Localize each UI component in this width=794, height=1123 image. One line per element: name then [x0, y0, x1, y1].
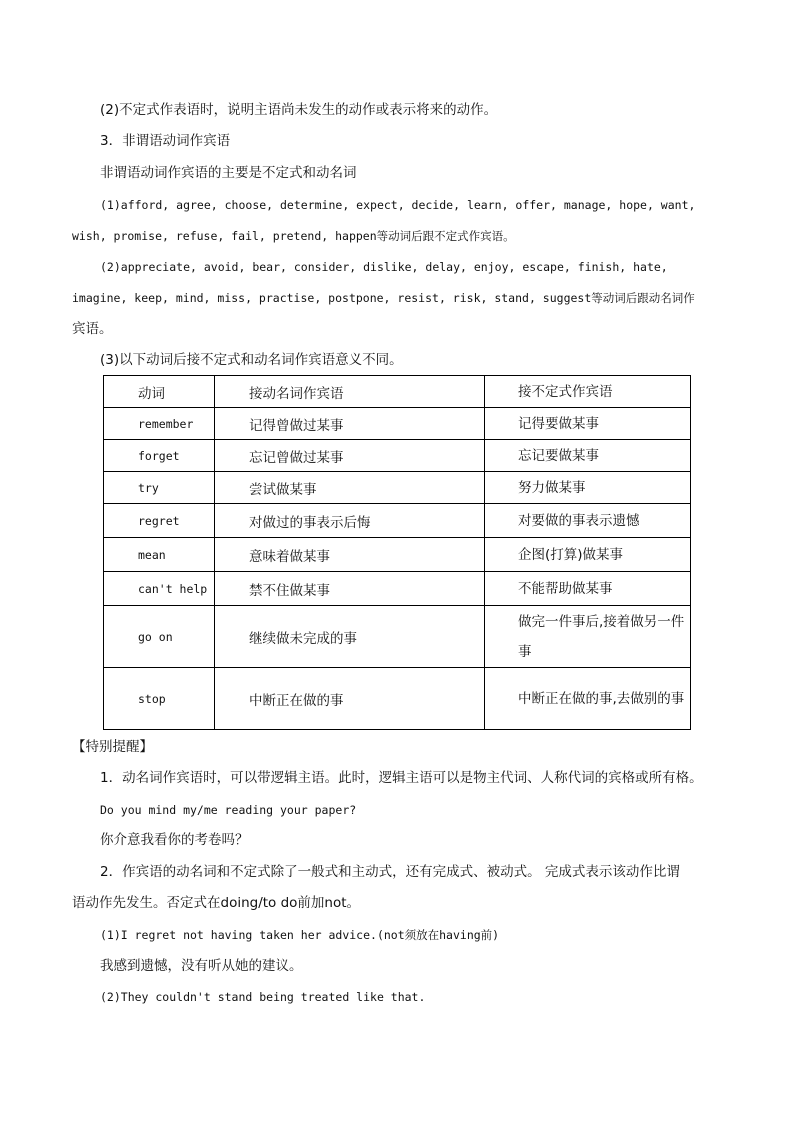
gerund-meaning-cell: 记得曾做过某事 [215, 408, 485, 440]
example1: (1)I regret not having taken her advice.(not须放在having前) [100, 928, 500, 942]
verb-cell: stop [104, 668, 215, 730]
infinitive-meaning-cell: 企图(打算)做某事 [485, 538, 691, 572]
rule1-line2: wish, promise, refuse, fail, pretend, happen等动词后跟不定式作宾语。 [72, 229, 515, 243]
note2-line1: 2．作宾语的动名词和不定式除了一般式和主动式，还有完成式、被动式。 完成式表示该动作比谓 [100, 864, 680, 880]
gerund-meaning-cell: 禁不住做某事 [215, 572, 485, 606]
section-heading-3: 3．非谓语动词作宾语 [100, 133, 231, 149]
rule2-line2: imagine, keep, mind, miss, practise, postpone, resist, risk, stand, suggest等动词后跟动名词作 [72, 291, 695, 305]
table-row [104, 668, 691, 730]
gerund-meaning-cell: 尝试做某事 [215, 472, 485, 504]
verb-cell: remember [104, 408, 215, 440]
intro-paragraph: 非谓语动词作宾语的主要是不定式和动名词 [100, 165, 357, 181]
table-row [104, 572, 691, 606]
table-row [104, 504, 691, 538]
table-row [104, 472, 691, 504]
verb-cell: mean [104, 538, 215, 572]
table-row [104, 538, 691, 572]
predicative-infinitive-paragraph: (2)不定式作表语时，说明主语尚未发生的动作或表示将来的动作。 [100, 102, 498, 118]
rule3-line: (3)以下动词后接不定式和动名词作宾语意义不同。 [100, 352, 403, 368]
note2-line2: 语动作先发生。否定式在doing/to do前加not。 [72, 895, 361, 911]
verb-cell: go on [104, 606, 215, 668]
note1-translation: 你介意我看你的考卷吗？ [100, 832, 249, 848]
table-header-row [104, 376, 691, 408]
infinitive-meaning-cell: 对要做的事表示遗憾 [485, 504, 691, 538]
infinitive-meaning-cell: 做完一件事后,接着做另一件事 [485, 606, 691, 668]
note1-text: 1．动名词作宾语时，可以带逻辑主语。此时，逻辑主语可以是物主代词、人称代词的宾格或所有格。 [100, 770, 703, 786]
header-cell: 动词 [104, 376, 215, 408]
infinitive-meaning-cell: 中断正在做的事,去做别的事 [485, 668, 691, 730]
header-cell: 接动名词作宾语 [215, 376, 485, 408]
verb-cell: forget [104, 440, 215, 472]
infinitive-meaning-cell: 忘记要做某事 [485, 440, 691, 472]
example1-translation: 我感到遗憾，没有听从她的建议。 [100, 958, 303, 974]
special-reminder-title: 【特别提醒】 [72, 739, 153, 755]
header-cell: 接不定式作宾语 [485, 376, 691, 408]
infinitive-meaning-cell: 努力做某事 [485, 472, 691, 504]
rule1-line1: (1)afford, agree, choose, determine, expect, decide, learn, offer, manage, hope, want, [100, 198, 696, 212]
gerund-meaning-cell: 对做过的事表示后悔 [215, 504, 485, 538]
verb-cell: try [104, 472, 215, 504]
gerund-meaning-cell: 中断正在做的事 [215, 668, 485, 730]
table-row [104, 606, 691, 668]
note1-example: Do you mind my/me reading your paper? [100, 803, 357, 817]
gerund-meaning-cell: 意味着做某事 [215, 538, 485, 572]
table-row [104, 440, 691, 472]
infinitive-meaning-cell: 不能帮助做某事 [485, 572, 691, 606]
rule2-line1: (2)appreciate, avoid, bear, consider, dislike, delay, enjoy, escape, finish, hate, [100, 260, 668, 274]
verb-cell: can't help [104, 572, 215, 606]
verb-cell: regret [104, 504, 215, 538]
gerund-meaning-cell: 继续做未完成的事 [215, 606, 485, 668]
rule2-line3: 宾语。 [72, 321, 113, 337]
gerund-meaning-cell: 忘记曾做过某事 [215, 440, 485, 472]
example2: (2)They couldn't stand being treated like that. [100, 990, 426, 1004]
table-row [104, 408, 691, 440]
verb-comparison-table [103, 375, 691, 730]
infinitive-meaning-cell: 记得要做某事 [485, 408, 691, 440]
